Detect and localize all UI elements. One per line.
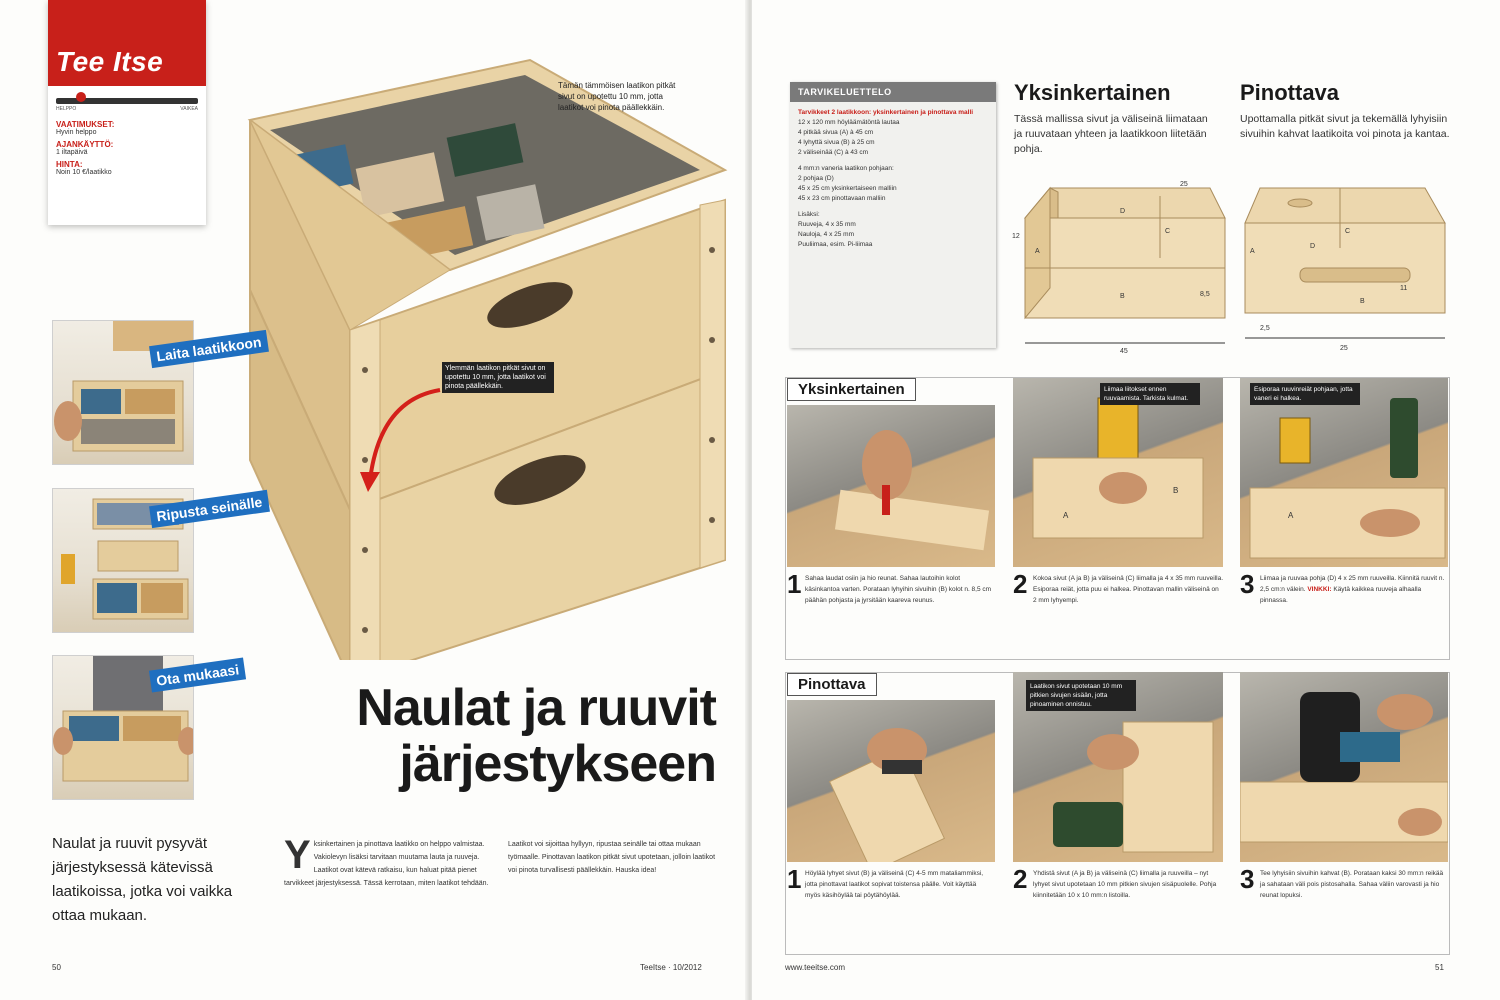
step-simple-1-number: 1 xyxy=(787,569,802,599)
right-folio-url: www.teeitse.com xyxy=(785,963,846,972)
materials-heading: TARVIKELUETTELO xyxy=(790,82,996,102)
step-stack-3-number: 3 xyxy=(1240,864,1255,894)
diagram2-dim-handle: 11 xyxy=(1400,285,1408,292)
diagram-dim-height: 12 xyxy=(1012,233,1020,240)
diagram-label-b: B xyxy=(1120,293,1125,300)
materials-line: 4 lyhyttä sivua (B) à 25 cm xyxy=(798,139,875,146)
step-stack-1-photo xyxy=(787,700,995,862)
materials-intro: Tarvikkeet 2 laatikkoon: yksinkertainen ja pinottava malli xyxy=(798,109,974,116)
hand-screwdriver-illustration xyxy=(787,405,995,567)
stack-section-title: Pinottava xyxy=(1240,80,1340,105)
materials-line: 45 x 23 cm pinottavaan malliin xyxy=(798,195,886,202)
step-simple-2-text: Kokoa sivut (A ja B) ja väliseinä (C) liimalla ja 4 x 35 mm ruuveilla. Esiporaa reiät, jotta puu ei halkea. Pinottavan mallin väliseinä on 2 mm lyhyempi. xyxy=(1033,575,1224,604)
step2-label-b: B xyxy=(1173,486,1179,495)
step-simple-3-tip-label: VINKKI: xyxy=(1307,586,1332,593)
step-stack-2-note: Laatikon sivut upotetaan 10 mm pitkien sivujen sisään, jotta pinoaminen onnistuu. xyxy=(1026,680,1136,711)
jigsaw-illustration xyxy=(1240,672,1448,862)
materials-line: 4 pitkää sivua (A) à 45 cm xyxy=(798,129,874,136)
badge-price xyxy=(56,160,198,176)
materials-line: Lisäksi: xyxy=(798,211,820,218)
hero-top-caption: Tämän tämmöisen laatikon pitkät sivut on upotettu 10 mm, jotta laatikot voi pinota päällekkäin. xyxy=(558,81,676,112)
diagram-dim-length: 45 xyxy=(1120,348,1128,355)
diagram2-dim-edge: 2,5 xyxy=(1260,325,1270,332)
badge-price-head: HINTA: xyxy=(56,160,83,169)
body-column-2: Laatikot voi sijoittaa hyllyyn, ripustaa seinälle tai ottaa mukaan työmaalle. Pinottavan laatikon pitkät sivut upotetaan, jolloin laatikot voi pinota turvallisesti päällekkäin. Hauska idea! xyxy=(508,841,716,874)
step-simple-3-number: 3 xyxy=(1240,569,1255,599)
right-page-number: 51 xyxy=(1435,963,1444,972)
diagram-label-c: C xyxy=(1165,228,1171,235)
step3-label-a: A xyxy=(1288,511,1294,520)
step-simple-1-photo xyxy=(787,405,995,567)
step-simple-2-number: 2 xyxy=(1013,569,1028,599)
badge-requirements xyxy=(56,120,198,136)
steps-simple-label: Yksinkertainen xyxy=(787,378,916,401)
tag-drawer: Laita laatikkoon xyxy=(149,330,269,368)
photo-drawer xyxy=(52,320,194,465)
headline-line-2: järjestykseen xyxy=(399,735,716,793)
badge-time-head: AJANKÄYTTÖ: xyxy=(56,140,114,149)
badge-requirements-head: VAATIMUKSET: xyxy=(56,120,115,129)
step-simple-2-note: Liimaa liitokset ennen ruuvaamista. Tarkista kulmat. xyxy=(1100,383,1200,405)
simple-section-title: Yksinkertainen xyxy=(1014,80,1171,105)
step-simple-3-tip: Käytä kaikkea ruuveja alhaalla pinnassa. xyxy=(1260,586,1422,604)
diagram2-label-c: C xyxy=(1345,228,1351,235)
step-stack-2-text: Yhdistä sivut (A ja B) ja väliseinä (C) liimalla ja ruuveilla – nyt lyhyet sivut upotetaan 10 mm pitkien sivujen sisäpuolelle. Pohja kiinnitetään 10 x 10 mm:n listoilla. xyxy=(1033,870,1217,899)
materials-line: 4 mm:n vaneria laatikon pohjaan: xyxy=(798,165,894,172)
step-stack-3-photo xyxy=(1240,672,1448,862)
diagram-dim-width: 25 xyxy=(1180,181,1188,188)
hero-arrow-note: Ylemmän laatikon pitkät sivut on upotettu 10 mm, jotta laatikot voi pinota päällekkäin. xyxy=(442,362,554,393)
planer-illustration xyxy=(787,700,995,862)
left-page xyxy=(0,0,748,1000)
step-simple-2-photo xyxy=(1013,378,1223,567)
stacked-boxes-illustration xyxy=(230,40,730,660)
step-stack-1-number: 1 xyxy=(787,864,802,894)
materials-line: Puuliimaa, esim. Pi-liimaa xyxy=(798,241,873,248)
scale-easy-label: HELPPO xyxy=(56,106,77,112)
materials-line: 2 pohjaa (D) xyxy=(798,175,834,182)
badge-title: Tee Itse xyxy=(48,0,206,86)
step-simple-3-body: Liimaa ja ruuvaa pohja (D) 4 x 25 mm ruuveilla. Kiinnitä ruuvit n. 2,5 cm:n välein. xyxy=(1260,575,1445,593)
materials-body xyxy=(790,102,996,256)
step-simple-3-note: Esiporaa ruuvinreiät pohjaan, jotta vaneri ei halkea. xyxy=(1250,383,1360,405)
step-simple-1-text: Sahaa laudat osiin ja hio reunat. Sahaa lautoihin kolot käsinkantoa varten. Porataan lyhyihin sivuihin (B) kolot n. 8,5 cm päähän pohjasta ja jyrsitään kaareva reunus. xyxy=(805,575,992,604)
glue-box-illustration xyxy=(1013,378,1223,567)
body-column-1-text: ksinkertainen ja pinottava laatikko on helppo valmistaa. Vakiolevyn lisäksi tarvitaan muutama lauta ja ruuveja. Laatikot ovat kätevä ratkaisu, kun haluat pitää pienet tarvikkeet järjestyksessä. Tässä kerrotaan, miten laatikot tehdään. xyxy=(284,841,489,887)
materials-line: 12 x 120 mm höyläämätöntä lautaa xyxy=(798,119,900,126)
dropcap: Y xyxy=(284,833,311,877)
badge-time-value: 1 iltapäivä xyxy=(56,149,88,156)
lead-paragraph: Naulat ja ruuvit pysyvät järjestyksessä kätevissä laatikoissa, jotka voi vaikka ottaa mukaan. xyxy=(52,835,233,924)
tee-itse-badge xyxy=(48,0,206,225)
difficulty-scale xyxy=(56,90,198,116)
left-page-number: 50 xyxy=(52,963,61,972)
step-stack-3-text: Tee lyhyisiin sivuihin kahvat (B). Porataan kaksi 30 mm:n reikää ja sahataan väli pois pistosahalla. Sahaa väliin varovasti ja hio reunat lopuksi. xyxy=(1260,870,1444,899)
body-column-1 xyxy=(284,833,494,890)
diagram-dim-hole: 8,5 xyxy=(1200,291,1210,298)
scale-hard-label: VAIKEA xyxy=(180,106,198,112)
stack-section-text: Upottamalla pitkät sivut ja tekemällä lyhyisiin sivuihin kahvat laatikoita voi pinota ja kantaa. xyxy=(1240,113,1450,140)
headline-line-1: Naulat ja ruuvit xyxy=(356,679,716,737)
diagram2-label-a: A xyxy=(1250,248,1255,255)
materials-line: Ruuveja, 4 x 35 mm xyxy=(798,221,856,228)
diagram2-dim-width: 25 xyxy=(1340,345,1348,352)
badge-requirements-value: Hyvin helppo xyxy=(56,129,97,136)
materials-line: Nauloja, 4 x 25 mm xyxy=(798,231,854,238)
materials-line: 45 x 25 cm yksinkertaiseen malliin xyxy=(798,185,897,192)
drill-illustration xyxy=(1240,378,1448,567)
steps-stack-label: Pinottava xyxy=(787,673,877,696)
badge-price-value: Noin 10 €/laatikko xyxy=(56,169,112,176)
diagram2-label-b: B xyxy=(1360,298,1365,305)
hero-photo-stacked-boxes xyxy=(230,40,730,660)
left-folio-magazine: TeeItse · 10/2012 xyxy=(640,963,702,972)
article-headline xyxy=(236,680,716,792)
stack-box-diagram xyxy=(1240,178,1462,356)
simple-box-diagram xyxy=(1010,178,1235,356)
step-stack-2-number: 2 xyxy=(1013,864,1028,894)
simple-section-text: Tässä mallissa sivut ja väliseinä liimataan ja ruuvataan yhteen ja laatikkoon liitetään pohja. xyxy=(1014,113,1208,155)
step-simple-3-photo xyxy=(1240,378,1448,567)
step2-label-a: A xyxy=(1063,511,1069,520)
step-stack-1-text: Höylää lyhyet sivut (B) ja väliseinä (C) 4-5 mm mataliammiksi, jotta pinottavat laatikot sopivat toistensa päälle. Voit käyttää myös käsihöylää tai pöytähöylää. xyxy=(805,870,984,899)
badge-time xyxy=(56,140,198,156)
diagram-label-d: D xyxy=(1120,208,1126,215)
step-simple-3-text xyxy=(1260,573,1448,606)
difficulty-marker xyxy=(76,92,86,102)
tag-carry: Ota mukaasi xyxy=(149,657,246,692)
diagram2-label-d: D xyxy=(1310,243,1316,250)
tag-wall: Ripusta seinälle xyxy=(149,490,270,528)
materials-list-box xyxy=(790,82,996,348)
materials-line: 2 väliseinää (C) à 43 cm xyxy=(798,149,869,156)
diagram-label-a: A xyxy=(1035,248,1040,255)
